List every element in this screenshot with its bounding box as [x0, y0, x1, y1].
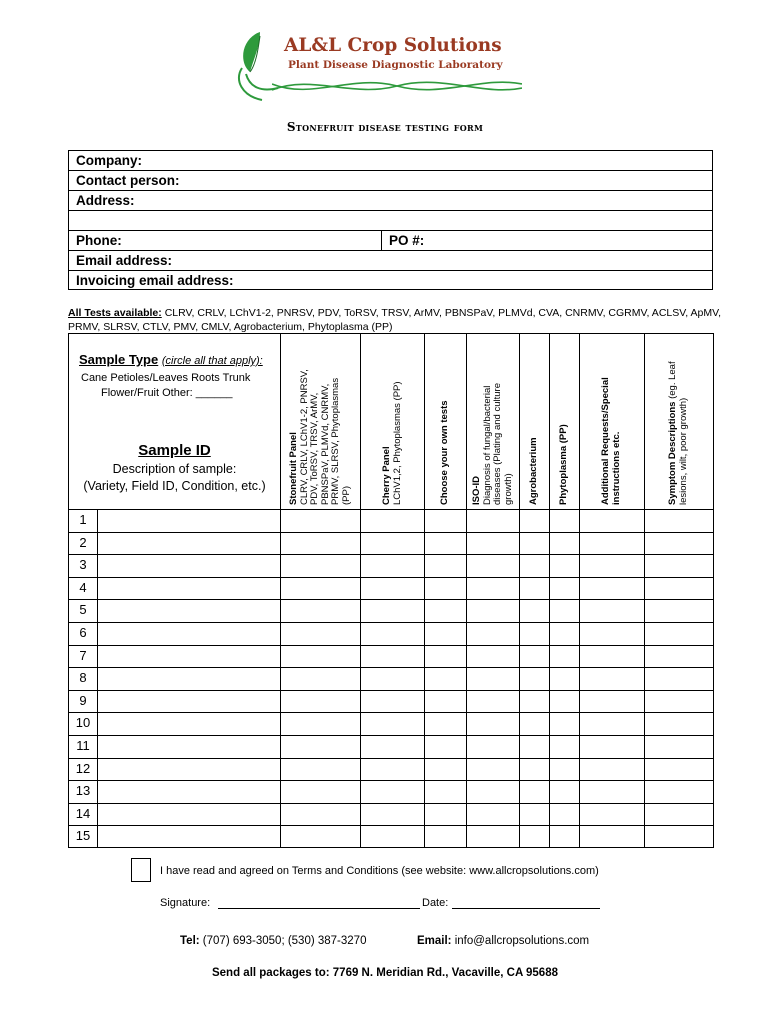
email-contact: Email: info@allcropsolutions.com — [417, 935, 590, 947]
sample-id-cell[interactable] — [98, 712, 279, 735]
sample-id-cell[interactable] — [98, 758, 279, 781]
signature-line[interactable] — [218, 908, 420, 909]
signature-label: Signature: — [160, 897, 211, 909]
test-column-header: Stonefruit Panel CLRV, CRLV, LChV1-2, PNRSV, PDV, ToRSV, TRSV, ArMV, PBNSPaV, PLMVd, CNRMV, PRMV, SLRSV, Phytoplasmas (PP) — [287, 369, 351, 505]
row-number: 9 — [79, 692, 87, 708]
row-number: 5 — [79, 602, 87, 618]
sample-id-cell[interactable] — [98, 554, 279, 577]
dna-strand-icon — [272, 72, 522, 102]
address-field[interactable]: Address: — [69, 191, 712, 211]
sample-description-hint: (Variety, Field ID, Condition, etc.) — [83, 479, 266, 493]
row-number: 7 — [79, 647, 87, 663]
logo-subtitle: Plant Disease Diagnostic Laboratory — [288, 59, 503, 71]
sample-id-cell[interactable] — [98, 735, 279, 758]
row-number: 3 — [79, 557, 87, 573]
email-field[interactable]: Email address: — [69, 251, 712, 271]
phone-contact: Tel: (707) 693-3050; (530) 387-3270 — [180, 935, 367, 947]
sample-id-cell[interactable] — [98, 780, 279, 803]
sample-type-label: Sample Type (circle all that apply): — [79, 352, 263, 367]
test-column-header: Agrobacterium — [527, 437, 539, 505]
column-divider — [280, 334, 281, 847]
row-number: 15 — [75, 828, 91, 844]
row-number: 14 — [75, 805, 91, 821]
date-line[interactable] — [452, 908, 600, 909]
sample-id-cell[interactable] — [98, 645, 279, 668]
sample-id-cell[interactable] — [98, 622, 279, 645]
date-label: Date: — [422, 897, 449, 909]
phone-field[interactable]: Phone: — [69, 231, 712, 251]
sample-table — [68, 333, 714, 848]
tests-available-list: CLRV, CRLV, LChV1-2, PNRSV, PDV, ToRSV, TRSV, ArMV, PBNSPaV, PLMVd, CVA, CNRMV, CGRMV, ACLSV, ApMV, PRMV, SLRSV, CTLV, PMV, CMLV, Agrobacterium, Phytoplasma (PP) — [68, 307, 722, 333]
test-column-header: Symptom Descriptions (eg. Leaf lesions, wilt, poor growth) — [667, 361, 689, 505]
sample-description-label: Description of sample: — [112, 462, 237, 476]
row-number: 12 — [75, 760, 91, 776]
test-column-header: Choose your own tests — [438, 400, 450, 505]
test-column-header: Cherry Panel LChV1,2, Phytoplasmas (PP) — [380, 381, 402, 505]
row-number: 10 — [75, 715, 91, 731]
sample-id-cell[interactable] — [98, 667, 279, 690]
form-title: Stonefruit disease testing form — [286, 120, 484, 134]
row-number: 1 — [79, 512, 87, 527]
terms-text: I have read and agreed on Terms and Conditions (see website: www.allcropsolutions.com) — [160, 865, 599, 877]
company-logo — [232, 28, 532, 104]
tests-available — [68, 306, 728, 334]
invoicing-email-field[interactable]: Invoicing email address: — [76, 273, 234, 288]
logo-title: AL&L Crop Solutions — [284, 35, 502, 56]
sample-id-cell[interactable] — [98, 803, 279, 826]
row-number: 4 — [79, 579, 87, 595]
sample-id-cell[interactable] — [98, 825, 279, 848]
test-column-header: ISO-ID Diagnosis of fungal/bacterial diseases (Plating and culture growth) — [470, 383, 513, 505]
terms-checkbox[interactable] — [131, 858, 151, 882]
row-number: 2 — [79, 534, 87, 550]
shipping-address: Send all packages to: 7769 N. Meridian Rd., Vacaville, CA 95688 — [211, 967, 558, 979]
row-number: 13 — [75, 783, 91, 799]
sample-type-options-2: Flower/Fruit Other: ______ — [101, 387, 233, 399]
sample-id-cell[interactable] — [98, 532, 279, 555]
row-number: 11 — [76, 738, 90, 753]
sample-id-label: Sample ID — [138, 442, 211, 459]
contact-section — [68, 150, 713, 290]
sample-type-options: Cane Petioles/Leaves Roots Trunk — [81, 372, 251, 384]
tests-available-label: All Tests available: — [68, 307, 162, 319]
sample-id-cell[interactable] — [98, 577, 279, 600]
po-field[interactable]: PO #: — [389, 233, 425, 248]
sample-id-cell[interactable] — [98, 509, 279, 532]
address-field-2[interactable] — [69, 211, 712, 231]
test-column-header: Phytoplasma (PP) — [557, 424, 569, 505]
row-number: 6 — [79, 625, 87, 640]
sample-id-cell[interactable] — [98, 599, 279, 622]
test-column-header: Additional Requests/Special instructions etc. — [600, 377, 622, 505]
sample-id-cell[interactable] — [98, 690, 279, 713]
company-field[interactable]: Company: — [69, 151, 712, 171]
contact-person-field[interactable]: Contact person: — [69, 171, 712, 191]
row-number: 8 — [79, 670, 87, 686]
po-divider — [381, 231, 382, 251]
